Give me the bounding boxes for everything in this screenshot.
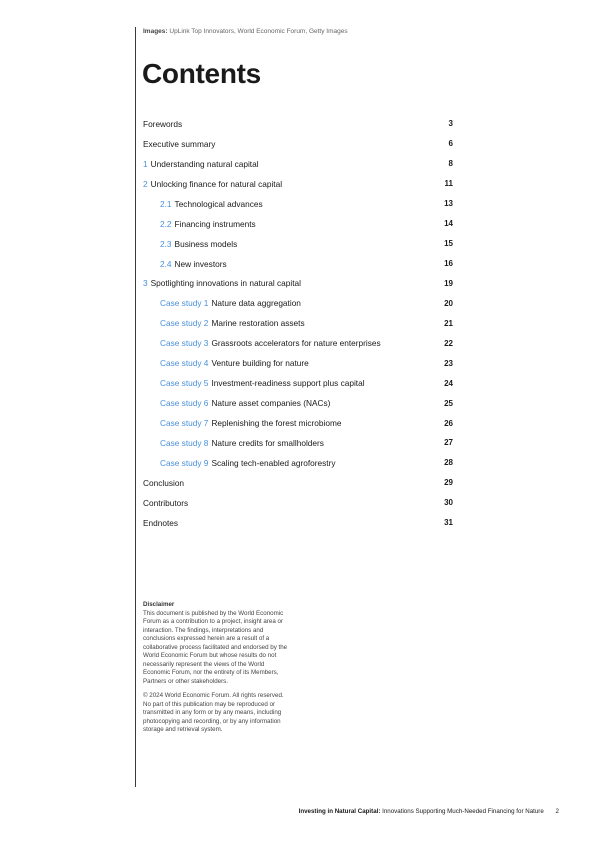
credits-text: UpLink Top Innovators, World Economic Forum, Getty Images [169,28,348,35]
toc-entry[interactable] [143,373,453,393]
toc-entry-number: Case study 3 [160,338,209,349]
toc-entry-page: 26 [444,418,453,428]
toc-entry-label: Nature credits for smallholders [211,437,324,448]
toc-entry-label: Endnotes [143,517,179,528]
toc-entry-label: Understanding natural capital [150,158,259,169]
toc-entry-page: 30 [444,498,453,508]
toc-entry-label: Technological advances [174,198,263,209]
toc-entry-label: Executive summary [143,138,216,149]
toc-entry-page: 11 [444,179,453,189]
toc-entry[interactable] [143,214,453,234]
toc-entry[interactable] [143,154,453,174]
toc-entry[interactable] [143,473,453,493]
page-title: Contents [142,58,261,89]
toc-entry-number: Case study 6 [160,398,209,409]
image-credits [143,28,348,35]
toc-entry-page: 16 [444,259,453,269]
toc-entry-label: New investors [174,258,227,269]
toc-entry-number: 2.4 [160,258,172,269]
toc-entry-label: Forewords [143,118,183,129]
toc-entry-page: 25 [444,398,453,408]
toc-entry-label: Investment-readiness support plus capital [211,378,365,389]
toc-entry[interactable] [143,353,453,373]
toc-entry-page: 14 [444,219,453,229]
page-footer [299,808,559,815]
footer-title-bold: Investing in Natural Capital: [298,808,381,815]
credits-label: Images: [143,28,168,35]
toc-entry-number: 2 [143,178,148,189]
margin-rule [135,27,136,787]
toc-entry-page: 20 [444,298,453,308]
toc-entry-label: Scaling tech-enabled agroforestry [211,457,336,468]
toc-entry-number: Case study 4 [160,358,209,369]
toc-entry-number: Case study 8 [160,437,209,448]
toc-entry-number: Case study 1 [160,298,209,309]
toc-entry[interactable] [143,513,453,533]
disclaimer-block [143,601,293,735]
toc-entry-number: 2.1 [160,198,172,209]
toc-entry[interactable] [143,333,453,353]
disclaimer-body: This document is published by the World Economic Forum as a contribution to a project, insight area or interaction. The findings, interpretations and conclusions expressed herein are a result of a collaborative process facilitated and endorsed by the World Economic Forum but whose results do not necessarily represent the views of the World Economic Forum, nor the entirety of its Members, Partners or other stakeholders. [143,609,288,685]
copyright-notice: © 2024 World Economic Forum. All rights reserved. No part of this publication may be reproduced or transmitted in any form or by any means, including photocopying and recording, or by any information storage and retrieval system. [143,692,284,733]
table-of-contents [143,114,453,533]
toc-entry-label: Financing instruments [174,218,256,229]
toc-entry-label: Nature data aggregation [211,298,301,309]
toc-entry[interactable] [143,293,453,313]
toc-entry[interactable] [143,254,453,274]
toc-entry-number: 3 [143,278,148,289]
toc-entry-page: 29 [444,478,453,488]
toc-entry[interactable] [143,313,453,333]
toc-entry-page: 13 [444,199,453,209]
toc-entry-page: 24 [444,378,453,388]
toc-entry-label: Nature asset companies (NACs) [211,398,331,409]
toc-entry[interactable] [143,413,453,433]
footer-title-rest: Innovations Supporting Much-Needed Financing for Nature [380,808,544,815]
toc-entry-number: Case study 5 [160,378,209,389]
toc-entry-page: 8 [448,159,453,169]
toc-entry-page: 19 [444,278,453,288]
toc-entry-page: 15 [444,239,453,249]
toc-entry-label: Replenishing the forest microbiome [211,418,342,429]
toc-entry-label: Conclusion [143,477,185,488]
toc-entry-page: 23 [444,358,453,368]
toc-entry-number: Case study 9 [160,457,209,468]
toc-entry-label: Marine restoration assets [211,318,305,329]
toc-entry-label: Grassroots accelerators for nature enterprises [211,338,381,349]
toc-entry[interactable] [143,114,453,134]
toc-entry[interactable] [143,194,453,214]
toc-entry-page: 22 [444,338,453,348]
toc-entry-page: 21 [444,318,453,328]
toc-entry-page: 3 [448,119,453,129]
disclaimer-heading: Disclaimer [143,601,175,608]
toc-entry[interactable] [143,174,453,194]
toc-entry[interactable] [143,274,453,294]
toc-entry-number: 1 [143,158,148,169]
toc-entry-page: 28 [444,458,453,468]
toc-entry[interactable] [143,134,453,154]
toc-entry-number: 2.2 [160,218,172,229]
toc-entry-page: 6 [448,139,453,149]
toc-entry-label: Unlocking finance for natural capital [150,178,283,189]
toc-entry[interactable] [143,234,453,254]
toc-entry-page: 27 [444,438,453,448]
toc-entry-page: 31 [444,518,453,528]
toc-entry-label: Venture building for nature [211,358,309,369]
toc-entry-number: 2.3 [160,238,172,249]
toc-entry[interactable] [143,433,453,453]
page-number: 2 [555,808,559,815]
toc-entry[interactable] [143,393,453,413]
toc-entry[interactable] [143,453,453,473]
toc-entry[interactable] [143,493,453,513]
toc-entry-label: Contributors [143,497,189,508]
toc-entry-label: Business models [174,238,238,249]
toc-entry-number: Case study 2 [160,318,209,329]
toc-entry-number: Case study 7 [160,418,209,429]
toc-entry-label: Spotlighting innovations in natural capital [150,278,301,289]
